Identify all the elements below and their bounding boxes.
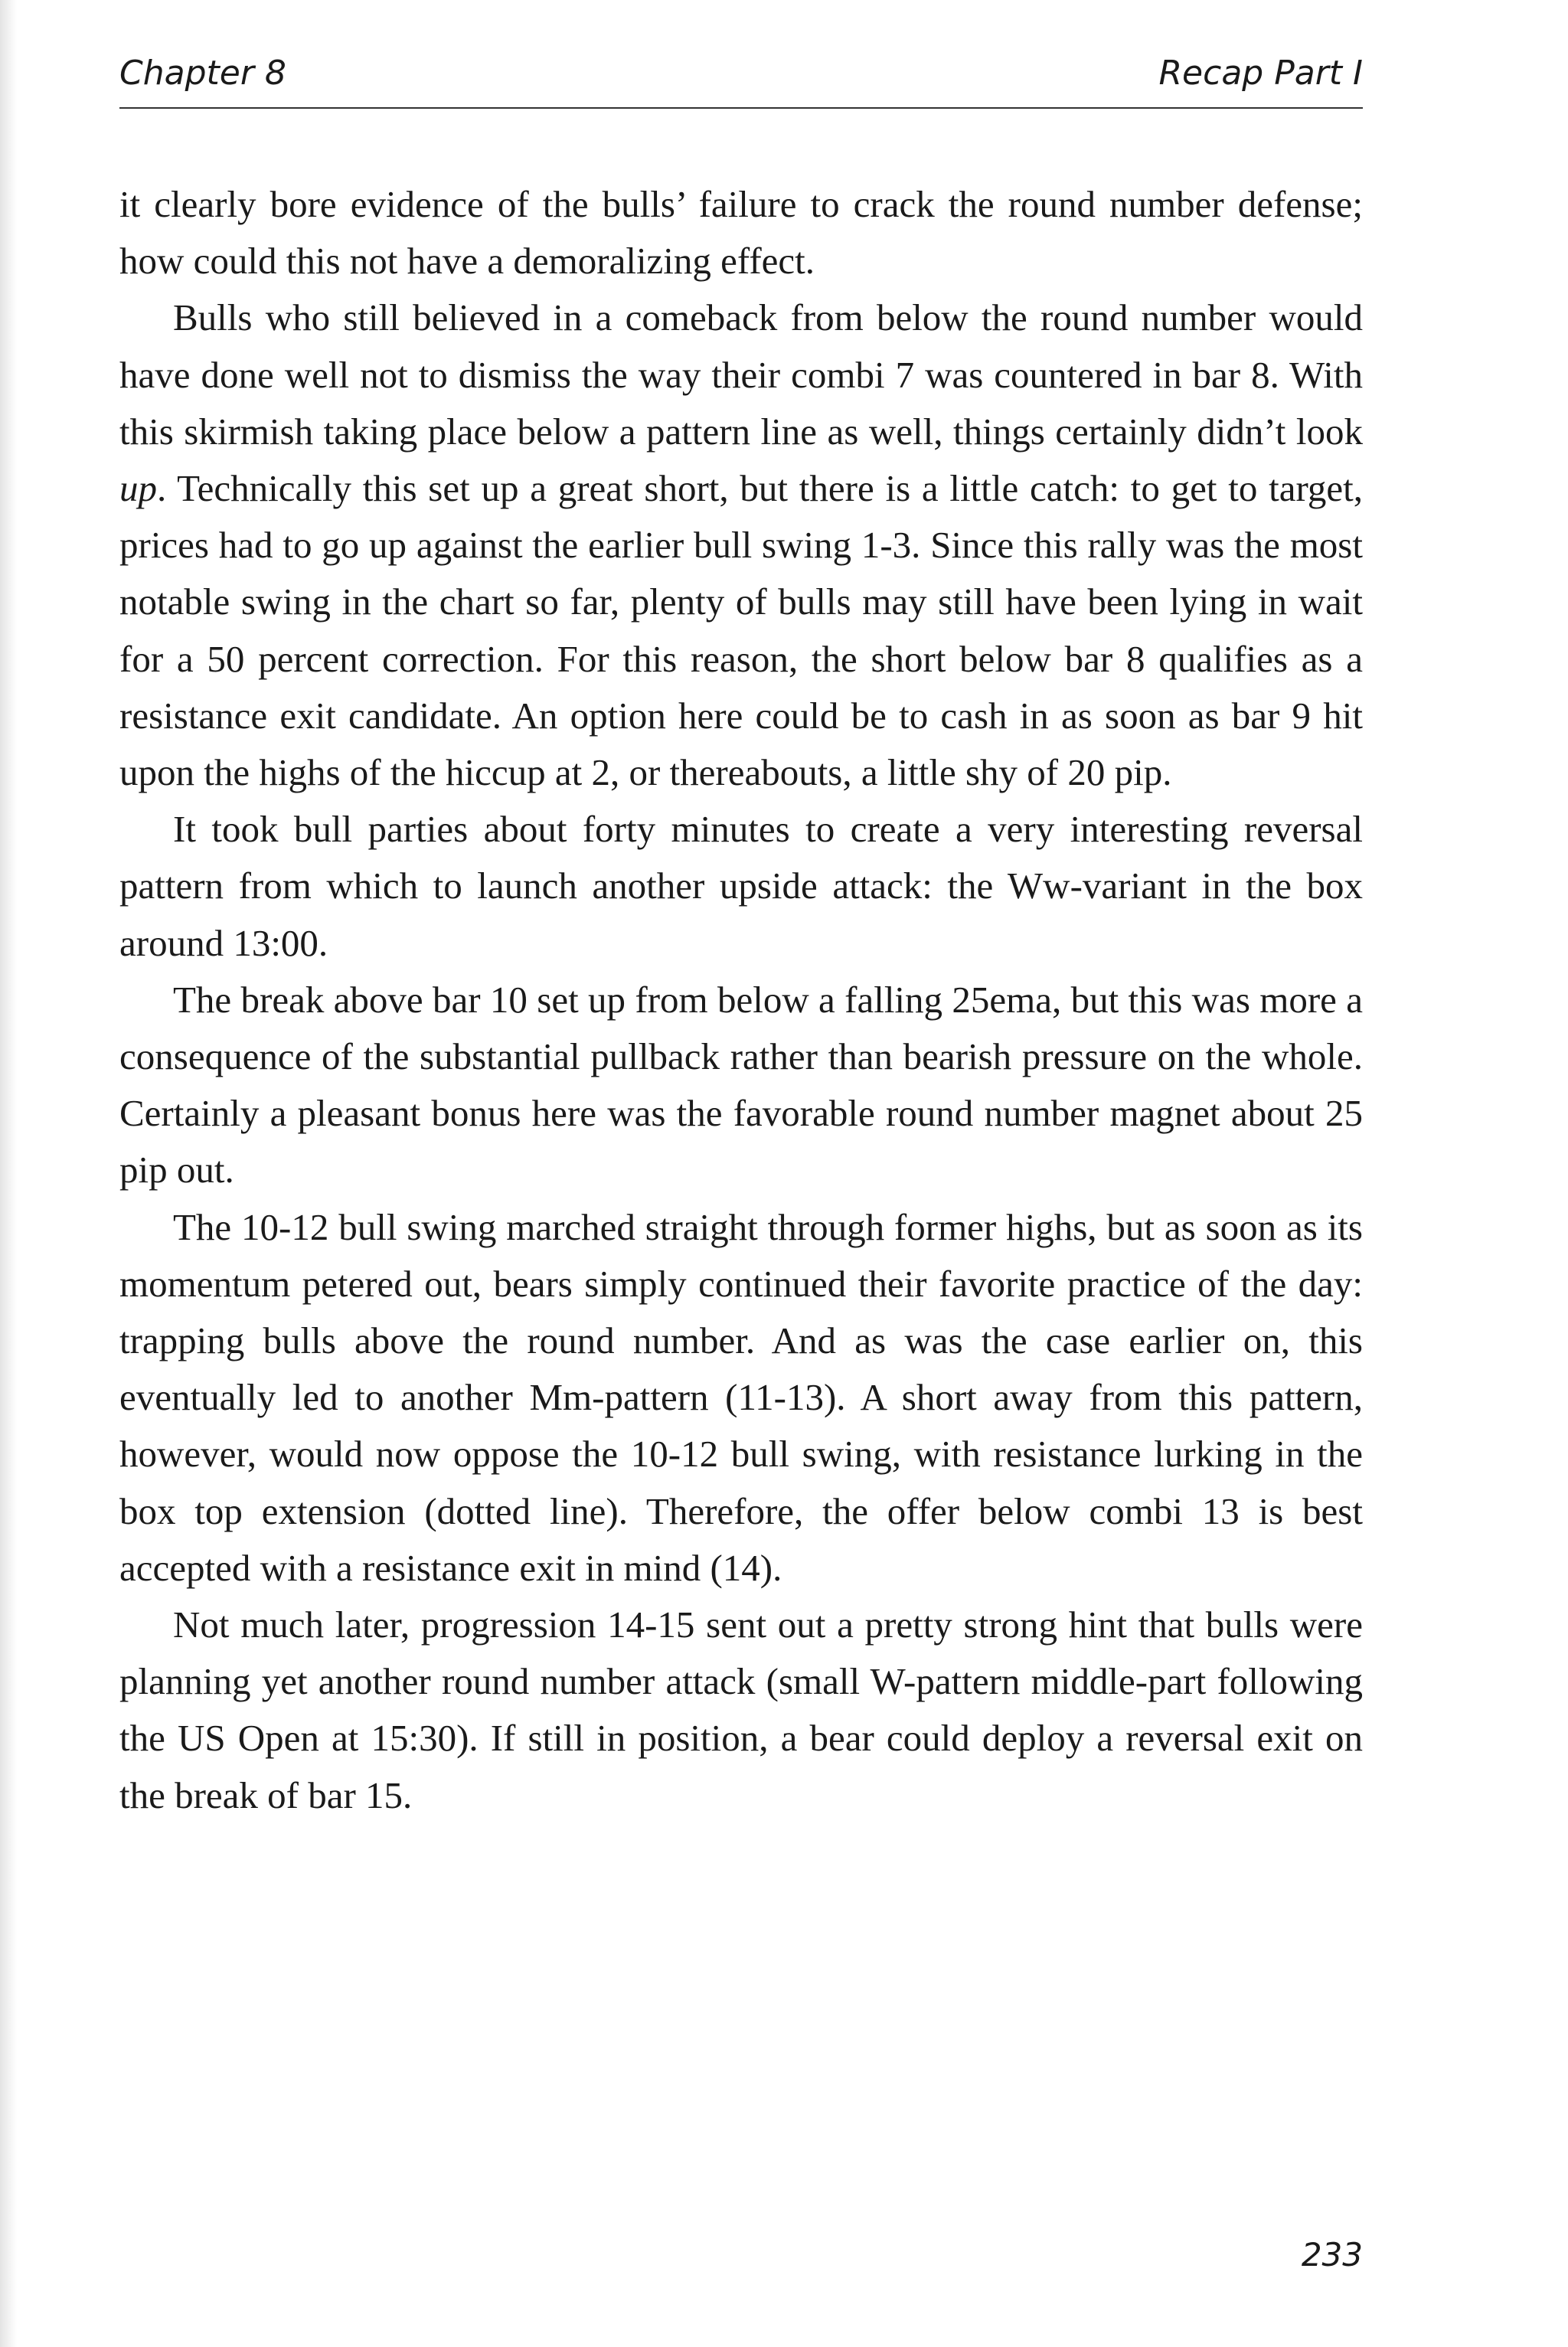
chapter-title: Chapter 8 xyxy=(119,54,286,93)
page-number: 233 xyxy=(1301,2236,1363,2273)
spine-shadow xyxy=(0,0,17,2347)
paragraph-2-part-b: . Technically this set up a great short, but there is a little catch: to get to target, prices had to go up against the earlier bull swing 1-3. Since this rally was the most notable swing in the chart so far, plenty of bulls may still have been lying in wait for a 50 percent correction. For this reason, the short below bar 8 qualifies as a resistance exit candidate. An option here could be to cash in as soon as bar 9 hit upon the highs of the hiccup at 2, or thereabouts, a little shy of 20 pip. xyxy=(119,467,1363,794)
emphasis-up: up xyxy=(119,467,157,510)
header-rule xyxy=(119,107,1363,109)
paragraph-5: The 10-12 bull swing marched straight through former highs, but as soon as its momentum petered out, bears simply continued their favorite practice of the day: trapping bulls above the round number. And as was the case earlier on, this eventually led to another Mm-pattern (11-13). A short away from this pattern, however, would now oppose the 10-12 bull swing, with resistance lurking in the box top extension (dotted line). Therefore, the offer below combi 13 is best accepted with a resistance exit in mind (14). xyxy=(119,1205,1363,1589)
paragraph-2 xyxy=(119,289,1363,801)
paragraph-4: The break above bar 10 set up from below a falling 25ema, but this was more a consequence of the substantial pullback rather than bearish pressure on the whole. Certainly a pleasant bonus here was the favorable round number magnet about 25 pip out. xyxy=(119,978,1363,1191)
paragraph-6: Not much later, progression 14-15 sent out a pretty strong hint that bulls were planning yet another round number attack (small W-pattern middle-part following the US Open at 15:30). If still in position, a bear could deploy a reversal exit on the break of bar 15. xyxy=(119,1603,1363,1816)
paragraph-1: it clearly bore evidence of the bulls’ failure to crack the round number defense; how could this not have a demoralizing effect. xyxy=(119,183,1363,283)
running-head xyxy=(119,47,1363,107)
paragraph-2-part-a: Bulls who still believed in a comeback from below the round number would have done well not to dismiss the way their combi 7 was countered in bar 8. With this skirmish taking place below a pattern line as well, things certainly didn’t look xyxy=(119,296,1363,453)
section-title: Recap Part I xyxy=(1158,54,1363,93)
paragraph-3: It took bull parties about forty minutes to create a very interesting reversal pattern from which to launch another upside attack: the Ww-variant in the box around 13:00. xyxy=(119,808,1363,964)
body-text xyxy=(119,176,1363,1824)
